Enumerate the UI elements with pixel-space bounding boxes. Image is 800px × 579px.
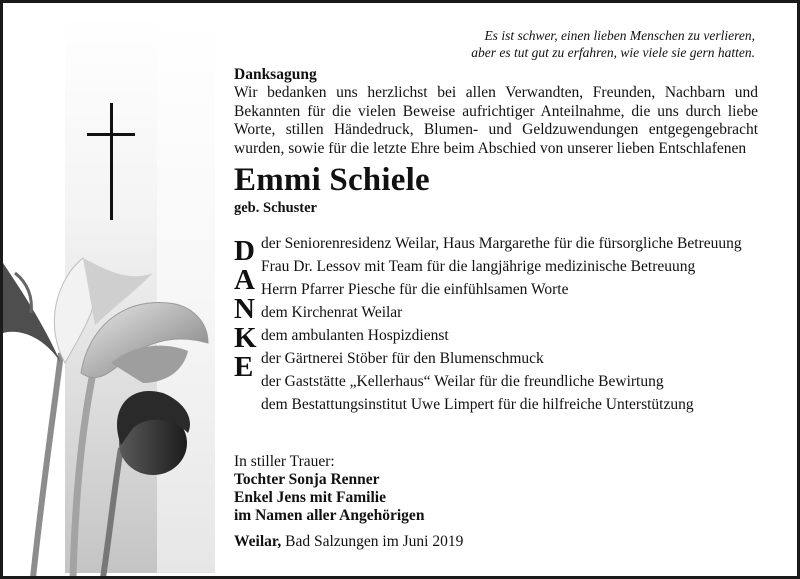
deceased-name: Emmi Schiele [234,162,430,198]
thanks-item: Herrn Pfarrer Piesche für die einfühlsamen Worte [261,281,569,298]
calla-lily-image [3,233,218,578]
thanks-item: der Gärtnerei Stöber für den Blumenschmuck [261,350,544,367]
maiden-name: geb. Schuster [234,200,317,216]
mourners-heading: In stiller Trauer: [234,453,335,470]
mourner-line: Tochter Sonja Renner [234,471,380,488]
cross-icon [87,103,135,221]
intro-paragraph: Wir bedanken uns herzlichst bei allen Verwandten, Freunden, Nachbarn und Bekannten für die vielen Beweise aufrichtiger Anteilnahme, die uns durch liebe Worte, stillen Händedruck, Blumen- und Geldzuwendungen entgegengebracht wurden, sowie für die letzte Ehre beim Abschied von unserer lieben Entschlafenen [234,84,758,157]
thanks-item: der Seniorenresidenz Weilar, Haus Margarethe für die fürsorgliche Betreuung [261,235,742,252]
thanks-item: dem Bestattungsinstitut Uwe Limpert für die hilfreiche Unterstützung [261,396,694,413]
mourner-line: im Namen aller Angehörigen [234,507,425,524]
heading-danksagung: Danksagung [234,66,317,83]
acrostic-letter: D [234,235,255,267]
place-date-line [234,533,463,551]
thanks-item: Frau Dr. Lessov mit Team für die langjährige medizinische Betreuung [261,258,696,275]
acrostic-letter: A [234,264,255,296]
epigraph-quote [395,27,755,61]
epigraph-line-2: aber es tut gut zu erfahren, wie viele sie gern hatten. [471,45,755,60]
thanks-list [261,235,773,419]
acrostic-letter: K [234,322,257,354]
acrostic-letter: N [234,293,255,325]
place-town: Weilar, [234,533,282,550]
main-text [234,65,758,218]
mourners-block [234,453,634,525]
epigraph-line-1: Es ist schwer, einen lieben Menschen zu verlieren, [484,28,755,43]
acrostic-letter: E [234,351,254,383]
thanks-item: dem Kirchenrat Weilar [261,304,403,321]
thanks-item: der Gaststätte „Kellerhaus“ Weilar für die freundliche Bewirtung [261,373,664,390]
danke-acrostic [234,237,256,382]
mourner-line: Enkel Jens mit Familie [234,489,386,506]
thanks-item: dem ambulanten Hospizdienst [261,327,449,344]
place-date: Bad Salzungen im Juni 2019 [281,533,464,550]
